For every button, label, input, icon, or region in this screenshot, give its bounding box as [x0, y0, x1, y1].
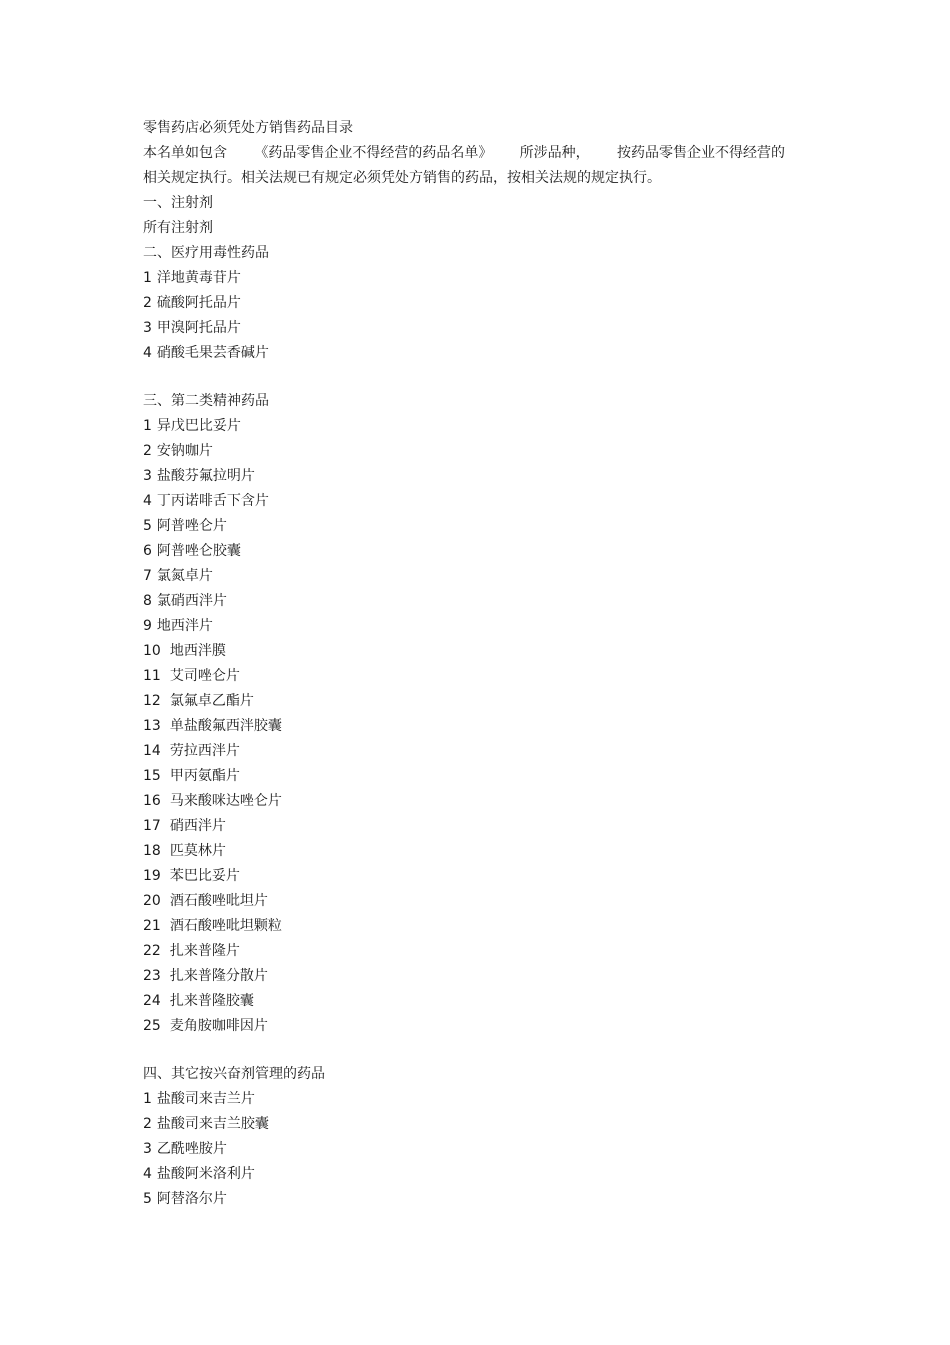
item-name: 麦角胺咖啡因片	[169, 1018, 268, 1034]
item-number: 19	[143, 868, 161, 884]
list-item	[143, 464, 803, 489]
document-title: 零售药店必须凭处方销售药品目录	[143, 120, 353, 136]
item-number: 24	[143, 993, 161, 1009]
list-item	[143, 664, 803, 689]
item-number: 1	[143, 1091, 152, 1107]
intro-line-1	[143, 141, 785, 166]
list-item	[143, 989, 803, 1014]
item-number: 4	[143, 1166, 152, 1182]
list-item	[143, 764, 803, 789]
item-name: 阿普唑仑胶囊	[156, 543, 241, 559]
drug-list	[143, 266, 803, 366]
drug-list	[143, 414, 803, 1039]
item-name: 安钠咖片	[156, 443, 213, 459]
list-item	[143, 316, 803, 341]
item-name: 盐酸芬氟拉明片	[156, 468, 255, 484]
list-item	[143, 514, 803, 539]
list-item	[143, 341, 803, 366]
list-item	[143, 539, 803, 564]
intro-part: 本名单如包含	[143, 145, 227, 161]
item-name: 酒石酸唑吡坦片	[169, 893, 268, 909]
item-name: 苯巴比妥片	[169, 868, 240, 884]
list-item	[143, 439, 803, 464]
list-item	[143, 589, 803, 614]
item-name: 氯硝西泮片	[156, 593, 227, 609]
section-heading: 四、其它按兴奋剂管理的药品	[143, 1066, 325, 1082]
item-name: 单盐酸氟西泮胶囊	[169, 718, 282, 734]
item-name: 乙酰唑胺片	[156, 1141, 227, 1157]
item-number: 4	[143, 345, 152, 361]
item-number: 10	[143, 643, 161, 659]
list-item	[143, 564, 803, 589]
item-name: 阿替洛尔片	[156, 1191, 227, 1207]
list-item	[143, 1112, 803, 1137]
item-name: 艾司唑仑片	[169, 668, 240, 684]
item-name: 盐酸阿米洛利片	[156, 1166, 255, 1182]
item-name: 洋地黄毒苷片	[156, 270, 241, 286]
item-number: 17	[143, 818, 161, 834]
item-name: 扎来普隆胶囊	[169, 993, 254, 1009]
list-item	[143, 1162, 803, 1187]
item-number: 23	[143, 968, 161, 984]
item-name: 地西泮片	[156, 618, 213, 634]
item-name: 异戊巴比妥片	[156, 418, 241, 434]
item-number: 21	[143, 918, 161, 934]
list-item	[143, 889, 803, 914]
item-name: 氯氟卓乙酯片	[169, 693, 254, 709]
item-name: 马来酸咪达唑仑片	[169, 793, 282, 809]
item-number: 25	[143, 1018, 161, 1034]
list-item	[143, 414, 803, 439]
item-name: 硝酸毛果芸香碱片	[156, 345, 269, 361]
list-item	[143, 291, 803, 316]
item-name: 阿普唑仑片	[156, 518, 227, 534]
list-item	[143, 489, 803, 514]
intro-part: 所涉品种，	[519, 145, 590, 161]
item-name: 氯氮卓片	[156, 568, 213, 584]
item-number: 11	[143, 668, 161, 684]
item-number: 2	[143, 443, 152, 459]
item-number: 18	[143, 843, 161, 859]
item-number: 20	[143, 893, 161, 909]
drug-list	[143, 1087, 803, 1212]
item-name: 扎来普隆片	[169, 943, 240, 959]
item-number: 2	[143, 1116, 152, 1132]
item-name: 劳拉西泮片	[169, 743, 240, 759]
item-number: 22	[143, 943, 161, 959]
item-name: 地西泮膜	[169, 643, 226, 659]
item-name: 甲丙氨酯片	[169, 768, 240, 784]
item-name: 酒石酸唑吡坦颗粒	[169, 918, 282, 934]
list-item	[143, 739, 803, 764]
intro-part: 《药品零售企业不得经营的药品名单》	[254, 145, 493, 161]
list-item	[143, 789, 803, 814]
item-number: 1	[143, 418, 152, 434]
item-number: 4	[143, 493, 152, 509]
item-number: 12	[143, 693, 161, 709]
list-item	[143, 1014, 803, 1039]
document-body	[143, 116, 803, 1212]
item-name: 硝西泮片	[169, 818, 226, 834]
list-item	[143, 914, 803, 939]
item-number: 14	[143, 743, 161, 759]
intro-line-2: 相关规定执行。相关法规已有规定必须凭处方销售的药品，按相关法规的规定执行。	[143, 170, 661, 186]
item-number: 5	[143, 1191, 152, 1207]
list-item	[143, 864, 803, 889]
item-name: 丁丙诺啡舌下含片	[156, 493, 269, 509]
item-name: 盐酸司来吉兰胶囊	[156, 1116, 269, 1132]
item-name: 甲溴阿托品片	[156, 320, 241, 336]
list-item	[143, 1137, 803, 1162]
item-number: 1	[143, 270, 152, 286]
item-name: 盐酸司来吉兰片	[156, 1091, 255, 1107]
list-item	[143, 964, 803, 989]
list-item	[143, 1187, 803, 1212]
list-item	[143, 639, 803, 664]
item-number: 6	[143, 543, 152, 559]
intro-part: 按药品零售企业不得经营的	[616, 145, 785, 161]
item-name: 匹莫林片	[169, 843, 226, 859]
list-item	[143, 614, 803, 639]
item-number: 9	[143, 618, 152, 634]
item-number: 3	[143, 1141, 152, 1157]
item-number: 16	[143, 793, 161, 809]
list-item	[143, 839, 803, 864]
list-item	[143, 1087, 803, 1112]
list-item	[143, 714, 803, 739]
item-number: 8	[143, 593, 152, 609]
list-item	[143, 689, 803, 714]
item-number: 7	[143, 568, 152, 584]
list-item	[143, 266, 803, 291]
item-number: 5	[143, 518, 152, 534]
section-heading: 三、第二类精神药品	[143, 393, 269, 409]
list-item	[143, 939, 803, 964]
item-number: 3	[143, 468, 152, 484]
item-number: 3	[143, 320, 152, 336]
item-number: 15	[143, 768, 161, 784]
section-heading: 二、医疗用毒性药品	[143, 245, 269, 261]
section-heading: 一、注射剂	[143, 195, 213, 211]
item-number: 13	[143, 718, 161, 734]
item-name: 扎来普隆分散片	[169, 968, 268, 984]
item-name: 硫酸阿托品片	[156, 295, 241, 311]
section-text: 所有注射剂	[143, 220, 213, 236]
item-number: 2	[143, 295, 152, 311]
list-item	[143, 814, 803, 839]
